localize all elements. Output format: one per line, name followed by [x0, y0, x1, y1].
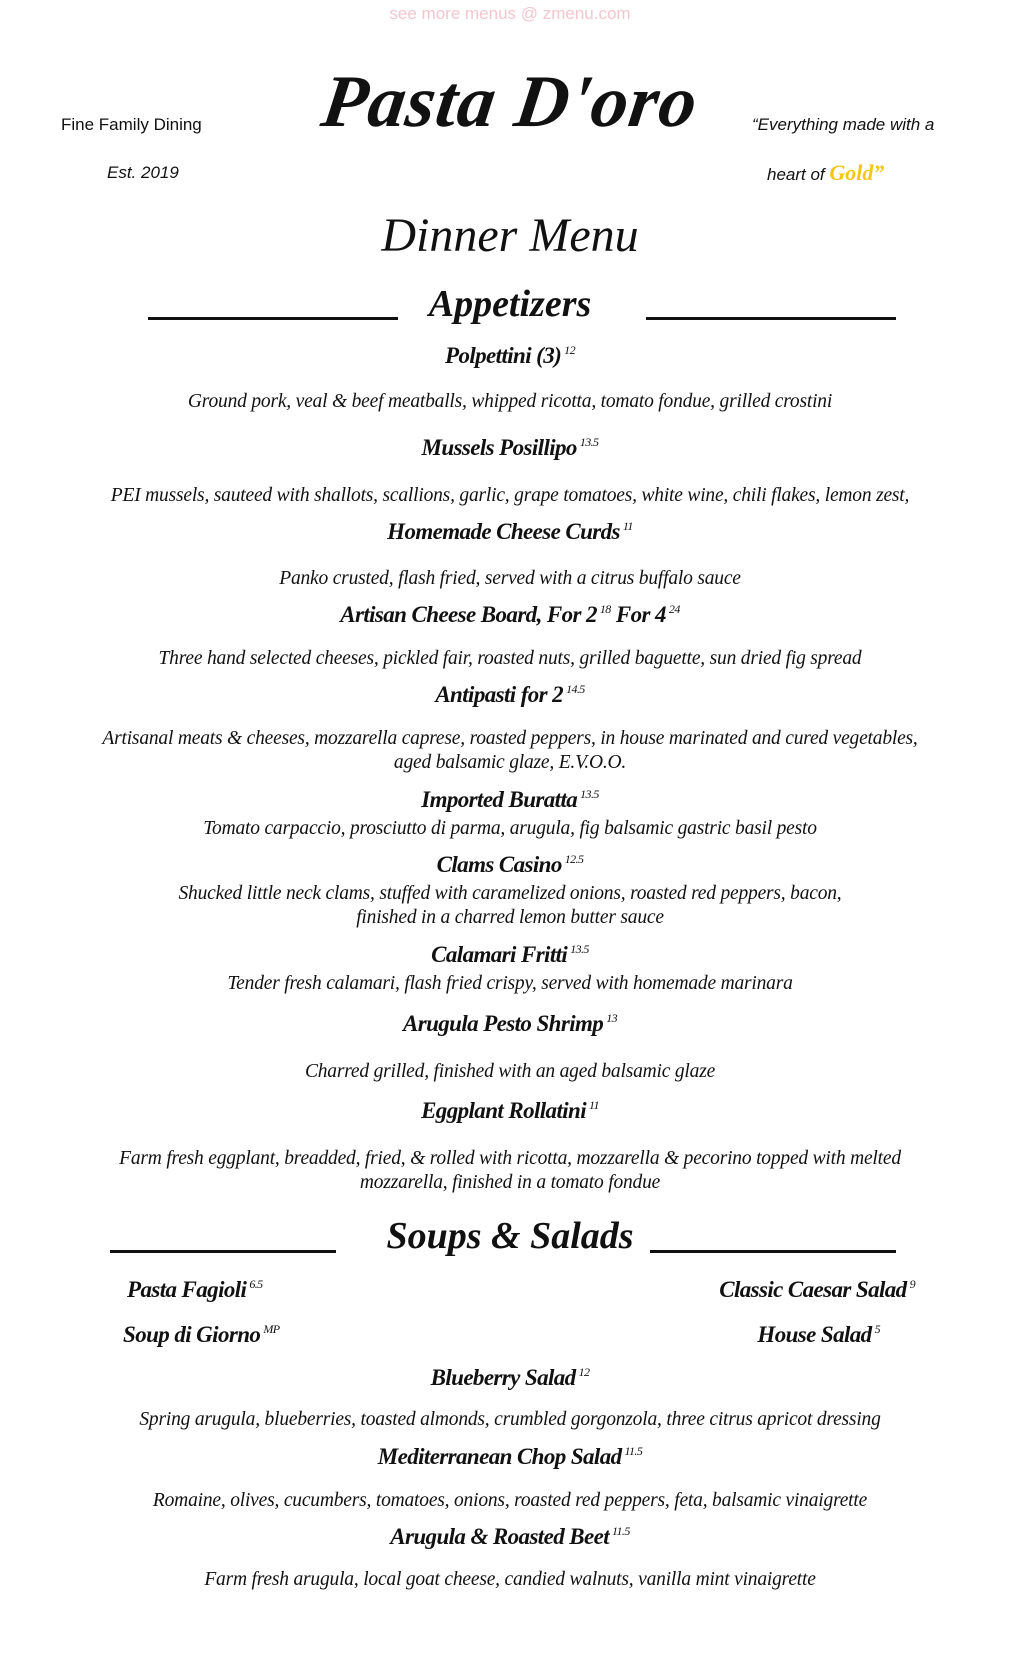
quote-gold-word: Gold: [829, 160, 874, 185]
price: 24: [668, 602, 680, 617]
price: 9: [909, 1277, 915, 1292]
menu-item-description: Spring arugula, blueberries, toasted almonds, crumbled gorgonzola, three citrus apricot dressing: [139, 1409, 881, 1430]
item-name: Antipasti for 2: [435, 682, 564, 707]
item-name: Mediterranean Chop Salad: [377, 1444, 622, 1469]
menu-item-description: PEI mussels, sauteed with shallots, scallions, garlic, grape tomatoes, white wine, chili flakes, lemon zest,: [110, 485, 910, 506]
menu-item-name: Pasta Fagioli $^{6.5}$: [127, 1277, 263, 1302]
menu-item-description: mozzarella, finished in a tomato fondue: [359, 1172, 661, 1193]
quote-text: heart of: [767, 165, 825, 184]
price: 14.5: [566, 682, 585, 697]
restaurant-title: Pasta D'oro: [316, 61, 704, 143]
item-name: Homemade Cheese Curds: [387, 519, 620, 544]
menu-item-description: Shucked little neck clams, stuffed with caramelized onions, roasted red peppers, bacon,: [178, 883, 842, 904]
menu-item-name: [0, 602, 1020, 628]
menu-item-description: Artisanal meats & cheeses, mozzarella caprese, roasted peppers, in house marinated and cured vegetables,: [102, 728, 918, 749]
menu-item-description: Tender fresh calamari, flash fried crispy, served with homemade marinara: [227, 973, 793, 994]
menu-item-name: [0, 1011, 1020, 1037]
item-name: Clams Casino: [436, 852, 562, 877]
menu-item-description: Tomato carpaccio, prosciutto di parma, arugula, fig balsamic gastric basil pesto: [203, 818, 817, 839]
menu-item-description: Charred grilled, finished with an aged balsamic glaze: [304, 1061, 716, 1082]
price: 12: [578, 1365, 590, 1380]
item-name: Blueberry Salad: [430, 1365, 576, 1390]
menu-item-name: [0, 1098, 1020, 1124]
established: Est. 2019: [107, 163, 179, 182]
menu-item-description: Farm fresh eggplant, breadded, fried, & rolled with ricotta, mozzarella & pecorino topped with melted: [119, 1148, 901, 1169]
menu-item-description: Panko crusted, flash fried, served with a citrus buffalo sauce: [279, 568, 741, 589]
item-name: Calamari Fritti: [431, 942, 568, 967]
item-name-option: For 4: [615, 602, 666, 627]
price: 12.5: [564, 852, 584, 867]
price: 13.5: [579, 435, 599, 450]
menu-item-description: aged balsamic glaze, E.V.O.O.: [393, 752, 627, 773]
price: 11: [622, 519, 633, 534]
menu-item-description: Farm fresh arugula, local goat cheese, candied walnuts, vanilla mint vinaigrette: [204, 1569, 816, 1590]
menu-item-name: [0, 787, 1020, 813]
price: 5: [874, 1322, 880, 1337]
watermark-link[interactable]: see more menus @ zmenu.com: [389, 4, 631, 23]
item-name: Polpettini (3): [445, 343, 562, 368]
menu-item-name: [0, 852, 1020, 878]
tagline: Fine Family Dining: [61, 115, 202, 134]
price: 13.5: [570, 942, 589, 957]
menu-item-name: [0, 519, 1020, 545]
menu-item-description: Romaine, olives, cucumbers, tomatoes, onions, roasted red peppers, feta, balsamic vinaigrette: [152, 1490, 868, 1511]
menu-item-name: [0, 1524, 1020, 1550]
price: 11: [589, 1098, 599, 1113]
menu-item-name: [0, 1365, 1020, 1391]
price: MP: [263, 1322, 280, 1337]
section-heading-soups-salads: Soups & Salads: [386, 1215, 634, 1257]
menu-item-name: [0, 343, 1020, 369]
menu-item-name: [0, 682, 1020, 708]
menu-item-name: [0, 942, 1020, 968]
item-name: Artisan Cheese Board, For 2: [340, 602, 597, 627]
menu-item-name: [0, 435, 1020, 461]
price: 11.5: [624, 1444, 643, 1459]
menu-item-name: Soup di Giorno $^{MP}$: [123, 1322, 280, 1347]
item-name: Mussels Posillipo: [421, 435, 577, 460]
section-heading-appetizers: Appetizers: [428, 283, 592, 325]
menu-item-name: House Salad $^5$: [757, 1322, 880, 1347]
menu-item-description: Three hand selected cheeses, pickled fair, roasted nuts, grilled baguette, sun dried fig spread: [158, 648, 862, 669]
price: 11.5: [612, 1524, 630, 1539]
item-name: Eggplant Rollatini: [421, 1098, 587, 1123]
menu-item-description: Ground pork, veal & beef meatballs, whipped ricotta, tomato fondue, grilled crostini: [187, 391, 833, 412]
price: 12: [564, 343, 575, 358]
item-name: Arugula Pesto Shrimp: [403, 1011, 604, 1036]
quote-line-2: [767, 160, 884, 186]
quote-close: ”: [873, 160, 885, 185]
price: 6.5: [249, 1277, 263, 1292]
menu-item-name: [0, 1444, 1020, 1470]
menu-title: Dinner Menu: [381, 209, 639, 262]
quote-line-1: “Everything made with a: [752, 115, 935, 134]
menu-item-description: finished in a charred lemon butter sauce: [356, 907, 664, 928]
price: 18: [599, 602, 611, 617]
menu-item-name: Classic Caesar Salad $^9$: [719, 1277, 915, 1302]
item-name: Imported Buratta: [421, 787, 578, 812]
item-name: Arugula & Roasted Beet: [390, 1524, 610, 1549]
price: 13.5: [580, 787, 599, 802]
price: 13: [606, 1011, 617, 1026]
